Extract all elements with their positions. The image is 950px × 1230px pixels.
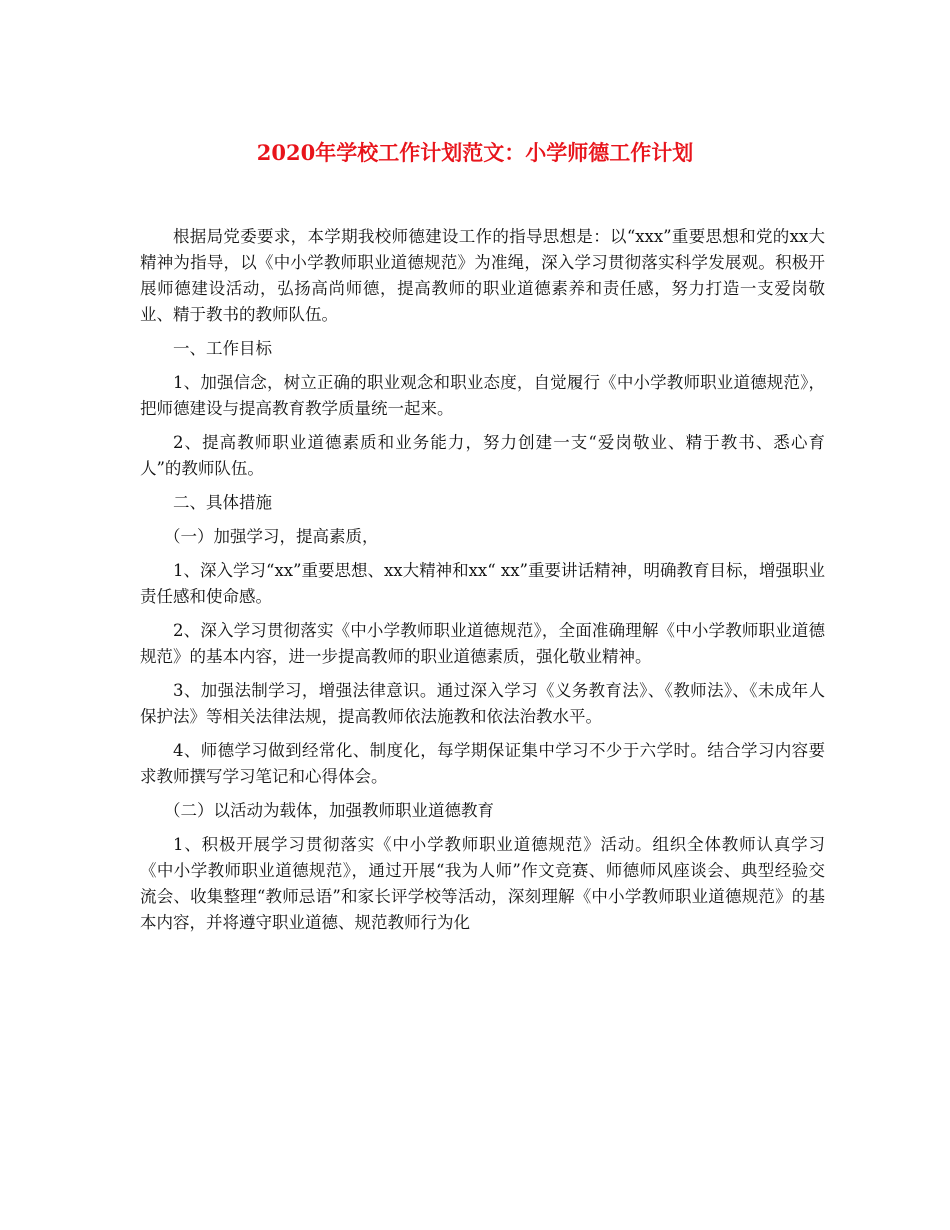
- study-item-4: 4、师德学习做到经常化、制度化，每学期保证集中学习不少于六学时。结合学习内容要求教师撰写学习笔记和心得体会。: [140, 741, 825, 786]
- subsection-heading-study: （一）加强学习，提高素质，: [164, 527, 379, 546]
- goal-item-2: 2、提高教师职业道德素质和业务能力，努力创建一支“爱岗敬业、精于教书、悉心育人”的教师队伍。: [140, 433, 825, 478]
- section-heading-goals: 一、工作目标: [173, 339, 272, 358]
- study-item-1: 1、深入学习“xx”重要思想、xx大精神和xx“ xx”重要讲话精神，明确教育目标，增强职业责任感和使命感。: [140, 561, 825, 606]
- goal-item-1: 1、加强信念，树立正确的职业观念和职业态度，自觉履行《中小学教师职业道德规范》，把师德建设与提高教育教学质量统一起来。: [140, 373, 825, 418]
- study-item-2: 2、深入学习贯彻落实《中小学教师职业道德规范》，全面准确理解《中小学教师职业道德规范》的基本内容，进一步提高教师的职业道德素质，强化敬业精神。: [140, 621, 825, 666]
- section-heading-measures: 二、具体措施: [173, 493, 272, 512]
- document-body: [140, 224, 825, 944]
- document-title: 2020年学校工作计划范文：小学师德工作计划: [256, 140, 694, 165]
- intro-paragraph: 根据局党委要求，本学期我校师德建设工作的指导思想是：以“xxx”重要思想和党的xx大精神为指导，以《中小学教师职业道德规范》为准绳，深入学习贯彻落实科学发展观。积极开展师德建设活动，弘扬高尚师德，提高教师的职业道德素养和责任感，努力打造一支爱岗敬业、精于教书的教师队伍。: [140, 227, 825, 324]
- subsection-heading-activities: （二）以活动为载体，加强教师职业道德教育: [164, 801, 494, 820]
- study-item-3: 3、加强法制学习，增强法律意识。通过深入学习《义务教育法》、《教师法》、《未成年人保护法》等相关法律法规，提高教师依法施教和依法治教水平。: [140, 681, 825, 726]
- activity-item-1: 1、积极开展学习贯彻落实《中小学教师职业道德规范》活动。组织全体教师认真学习《中小学教师职业道德规范》，通过开展“我为人师”作文竞赛、师德师风座谈会、典型经验交流会、收集整理“教师忌语”和家长评学校等活动，深刻理解《中小学教师职业道德规范》的基本内容，并将遵守职业道德、规范教师行为化: [140, 835, 825, 932]
